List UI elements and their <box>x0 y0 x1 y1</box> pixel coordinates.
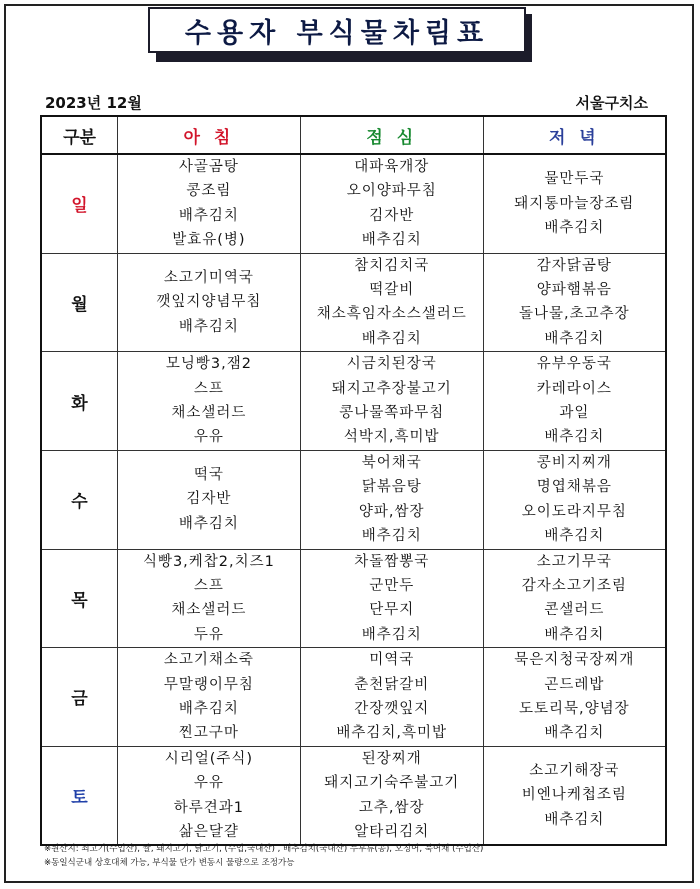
menu-item: 배추김치 <box>544 725 605 742</box>
menu-item: 깻잎지양념무침 <box>156 294 262 311</box>
menu-item: 물만두국 <box>544 171 605 188</box>
day-label: 목 <box>41 549 118 648</box>
menu-item: 두유 <box>193 626 224 643</box>
menu-item: 배추김치 <box>178 700 239 717</box>
menu-item: 된장찌개 <box>361 750 422 767</box>
menu-item: 배추김치 <box>178 207 239 224</box>
menu-item: 배추김치 <box>544 811 605 828</box>
dinner-cell <box>483 352 666 451</box>
menu-item: 모닝빵3,잼2 <box>165 356 252 373</box>
header-row <box>41 116 666 154</box>
menu-item: 감자소고기조림 <box>521 577 627 594</box>
menu-item: 떡국 <box>193 467 224 484</box>
menu-item: 김자반 <box>369 207 415 224</box>
dinner-cell <box>483 154 666 253</box>
menu-item: 오이양파무침 <box>346 183 437 200</box>
menu-item: 소고기채소죽 <box>163 652 254 669</box>
menu-item: 김자반 <box>186 491 232 508</box>
menu-item: 우유 <box>193 775 224 792</box>
menu-item: 카레라이스 <box>536 380 612 397</box>
menu-item: 춘천닭갈비 <box>354 676 430 693</box>
menu-item: 배추김치 <box>361 330 422 347</box>
menu-item: 돼지고추장불고기 <box>331 380 452 397</box>
menu-item: 배추김치 <box>544 429 605 446</box>
menu-item: 콘샐러드 <box>544 602 605 619</box>
menu-item: 대파육개장 <box>354 159 430 175</box>
menu-item: 차돌짬뽕국 <box>354 553 430 570</box>
dinner-cell <box>483 549 666 648</box>
menu-item: 닭볶음탕 <box>361 479 422 496</box>
menu-item: 돼지고기숙주불고기 <box>324 775 460 792</box>
menu-item: 배추김치 <box>361 232 422 249</box>
menu-item: 과일 <box>559 405 590 422</box>
page-title: 수용자 부식물차림표 <box>148 7 526 53</box>
day-row <box>41 549 666 648</box>
menu-item: 사골곰탕 <box>178 159 239 175</box>
menu-item: 소고기무국 <box>536 553 612 570</box>
menu-item: 하루견과1 <box>173 799 245 816</box>
menu-item: 비엔나케첩조림 <box>521 787 627 804</box>
menu-item: 콩조림 <box>186 183 232 200</box>
menu-item: 스프 <box>193 577 224 594</box>
menu-item: 돼지통마늘장조림 <box>514 195 635 212</box>
menu-item: 돌나물,초고추장 <box>518 306 630 323</box>
substitution-note: ※동일식군내 상호대체 가능, 부식물 단가 변동시 물량으로 조정가능 <box>44 858 295 868</box>
menu-item: 배추김치 <box>544 330 605 347</box>
menu-item: 배추김치,흑미밥 <box>336 725 448 742</box>
lunch-cell <box>300 450 483 549</box>
dinner-cell <box>483 253 666 352</box>
menu-item: 배추김치 <box>544 528 605 545</box>
menu-item: 시금치된장국 <box>346 356 437 373</box>
menu-item: 시리얼(주식) <box>164 750 254 767</box>
menu-item: 배추김치 <box>544 626 605 643</box>
menu-item: 소고기미역국 <box>163 269 254 286</box>
day-row <box>41 450 666 549</box>
menu-item: 고추,쌈장 <box>358 799 425 816</box>
breakfast-cell <box>118 450 301 549</box>
menu-item: 배추김치 <box>361 528 422 545</box>
menu-item: 떡갈비 <box>369 282 415 299</box>
menu-item: 양파햄볶음 <box>536 282 612 299</box>
day-row <box>41 154 666 253</box>
day-row <box>41 253 666 352</box>
menu-item: 배추김치 <box>178 515 239 532</box>
menu-item: 단무지 <box>369 602 415 619</box>
dinner-cell <box>483 746 666 845</box>
menu-item: 곤드레밥 <box>544 676 605 693</box>
lunch-cell <box>300 549 483 648</box>
origin-note: ※원산지: 쇠고기(수입산), 쌀, 돼지고기, 닭고기, (수입,국내산) , 배추김치(국내산) 두부류(콩), 오징어, 북어채 (수입산) <box>44 844 484 854</box>
day-label: 일 <box>41 154 118 253</box>
menu-item: 명엽채볶음 <box>536 479 612 496</box>
day-label: 토 <box>41 746 118 845</box>
breakfast-cell <box>118 154 301 253</box>
menu-item: 양파,쌈장 <box>358 503 425 520</box>
menu-item: 콩나물쪽파무침 <box>339 405 445 422</box>
lunch-cell <box>300 648 483 747</box>
menu-item: 배추김치 <box>544 220 605 237</box>
header-dinner: 저 녁 <box>483 116 666 154</box>
day-row <box>41 746 666 845</box>
menu-item: 배추김치 <box>178 318 239 335</box>
lunch-cell <box>300 154 483 253</box>
menu-item: 배추김치 <box>361 626 422 643</box>
menu-item: 오이도라지무침 <box>521 503 627 520</box>
header-lunch: 점 심 <box>300 116 483 154</box>
menu-item: 채소샐러드 <box>171 405 247 422</box>
menu-item: 발효유(병) <box>172 232 246 249</box>
menu-item: 북어채국 <box>361 454 422 471</box>
breakfast-cell <box>118 352 301 451</box>
menu-item: 알타리김치 <box>354 823 430 840</box>
dinner-cell <box>483 450 666 549</box>
lunch-cell <box>300 253 483 352</box>
menu-item: 스프 <box>193 380 224 397</box>
year-month: 2023년 12월 <box>45 94 142 112</box>
menu-item: 감자닭곰탕 <box>536 257 612 274</box>
menu-item: 우유 <box>193 429 224 446</box>
menu-item: 소고기해장국 <box>529 762 620 779</box>
menu-item: 찐고구마 <box>178 725 239 742</box>
menu-item: 도토리묵,양념장 <box>518 700 630 717</box>
menu-item: 콩비지찌개 <box>536 454 612 471</box>
menu-table <box>40 115 667 846</box>
breakfast-cell <box>118 253 301 352</box>
day-label: 화 <box>41 352 118 451</box>
header-breakfast: 아 침 <box>118 116 301 154</box>
breakfast-cell <box>118 648 301 747</box>
footnotes <box>44 842 483 870</box>
menu-item: 간장깻잎지 <box>354 700 430 717</box>
day-row <box>41 352 666 451</box>
breakfast-cell <box>118 549 301 648</box>
menu-item: 채소샐러드 <box>171 602 247 619</box>
menu-item: 무말랭이무침 <box>163 676 254 693</box>
menu-item: 참치김치국 <box>354 257 430 274</box>
menu-item: 삶은달걀 <box>178 823 239 840</box>
lunch-cell <box>300 746 483 845</box>
day-label: 금 <box>41 648 118 747</box>
day-row <box>41 648 666 747</box>
menu-item: 묵은지청국장찌개 <box>514 652 635 669</box>
day-label: 월 <box>41 253 118 352</box>
menu-item: 식빵3,케찹2,치즈1 <box>142 553 275 570</box>
lunch-cell <box>300 352 483 451</box>
menu-item: 유부우동국 <box>536 356 612 373</box>
header-gubun: 구분 <box>41 116 118 154</box>
menu-item: 채소흑임자소스샐러드 <box>316 306 467 323</box>
breakfast-cell <box>118 746 301 845</box>
facility-name: 서울구치소 <box>575 94 648 112</box>
day-label: 수 <box>41 450 118 549</box>
menu-item: 미역국 <box>369 652 415 669</box>
menu-item: 군만두 <box>369 577 415 594</box>
menu-item: 석박지,흑미밥 <box>343 429 440 446</box>
dinner-cell <box>483 648 666 747</box>
